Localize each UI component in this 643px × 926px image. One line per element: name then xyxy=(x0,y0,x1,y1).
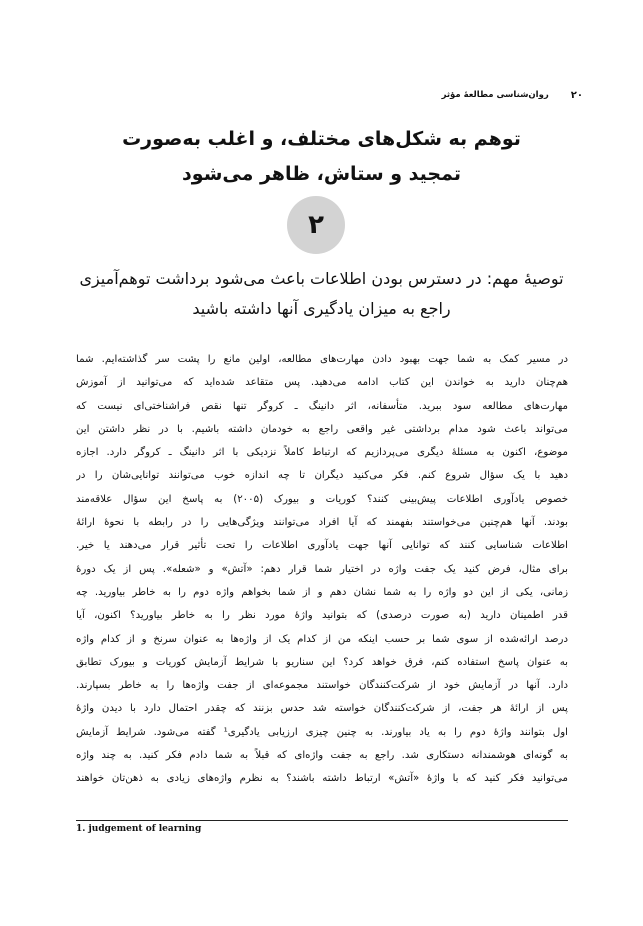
body-line: پس از ارائهٔ هر جفت، از شرکت‌کنندگان خواسته شد حدس بزنند که چقدر احتمال دارد با دیدن واژهٔ xyxy=(76,703,568,715)
footnote: 1. judgement of learning xyxy=(76,824,202,834)
body-text xyxy=(76,348,568,791)
body-line: می‌تواند باعث شود مدام برداشتی غیر واقعی راجع به خودمان داشته باشیم. با در نظر داشتن این xyxy=(76,423,568,435)
chapter-title-line-1: توهم به شکل‌های مختلف، و اغلب به‌صورت xyxy=(122,128,521,150)
page-number: ۲۰ xyxy=(570,89,583,101)
body-line: برای مثال، فرض کنید یک جفت واژه در اختیار شما قرار دهم: «آتش» و «شعله». پس از یک دورهٔ xyxy=(76,563,568,575)
body-line: به گونه‌ای هوشمندانه دستکاری شد. راجع به جفت واژه‌ای که قبلاً به شما دادم فکر کنید. به چند واژه xyxy=(76,750,568,762)
body-line: دارد. آنها در آزمایش خود از شرکت‌کنندگان خواستند مجموعه‌ای از جفت واژه‌ها را به خاطر بسپارند. xyxy=(76,680,568,692)
body-line: درصد ارائه‌شده از سوی شما بر حسب اینکه من از کدام یک از واژه‌ها به عنوان سرنخ و از کدام واژه xyxy=(76,633,568,645)
body-line: دهید با یک سؤال شروع کنم. فکر می‌کنید دیگران تا چه اندازه خوب می‌توانند توانایی‌شان را در xyxy=(76,470,568,482)
body-line: اول بتوانند واژهٔ دوم را به یاد بیاورند. به چنین چیزی ارزیابی یادگیری¹ گفته می‌شود. شرایط آزمایش xyxy=(76,726,568,738)
running-header xyxy=(60,86,583,104)
chapter-title-line-2: تمجید و ستاش، ظاهر می‌شود xyxy=(182,163,461,185)
body-line: خصوص یادآوری اطلاعات پیش‌بینی کنند؟ کوریات و بیورک (۲۰۰۵) به پاسخ این سؤال علاقه‌مند xyxy=(76,493,568,505)
body-line: بودند. آنها هم‌چنین می‌خواستند بفهمند که آیا افراد می‌توانند ویژگی‌هایی را در رابطه با نحوهٔ ارائهٔ xyxy=(76,517,568,529)
recommendation-line-2: راجع به میزان یادگیری آنها داشته باشید xyxy=(192,299,451,318)
chapter-title xyxy=(60,122,583,192)
body-line: به عنوان پاسخ استفاده کنم، فرق خواهد کرد؟ این سناریو با شرایط آزمایش کوریات و بیورک تطابق xyxy=(76,656,568,668)
body-line: هم‌چنان دارید به خواندن این کتاب ادامه می‌دهید. پس متقاعد شده‌اید که می‌توانید از آموزش xyxy=(76,377,568,389)
recommendation-heading xyxy=(60,264,583,324)
chapter-number-badge: ۲ xyxy=(287,196,345,254)
body-line: می‌توانید فکر کنید که با واژهٔ «آتش» ارتباط داشته باشند؟ به نظرم واژه‌های زیادی به ذهن‌تان خواهند xyxy=(76,773,568,785)
body-line: مهارت‌های مطالعه سود ببرید. متأسفانه، اثر دانینگ ـ کروگر تنها نقص فراشناختی‌ای نیست که xyxy=(76,400,568,412)
body-line: قدر اطمینان دارید (به صورت درصدی) که بتوانید واژهٔ مورد نظر را به خاطر بیاورید؟ اکنون، آیا xyxy=(76,610,568,622)
running-book-title: روان‌شناسی مطالعهٔ مؤثر xyxy=(441,90,549,100)
body-line: در مسیر کمک به شما جهت بهبود دادن مهارت‌های مطالعه، اولین مانع را پشت سر گذاشته‌ایم. شما xyxy=(76,354,568,365)
body-line: زمانی، یکی از این دو واژه را به شما نشان دهم و از شما بخواهم واژه دوم را به خاطر بیاورید. چه xyxy=(76,586,568,598)
footnote-divider xyxy=(76,820,568,821)
recommendation-line-1: توصیهٔ مهم: در دسترس بودن اطلاعات باعث می‌شود برداشت توهم‌آمیزی xyxy=(79,269,564,288)
body-line: اطلاعات شناسایی کنند که توانایی آنها جهت یادآوری اطلاعات را تحت تأثیر قرار می‌دهند یا خیر. xyxy=(76,540,568,552)
body-line: موضوع، اکنون به مسئلهٔ دیگری می‌پردازیم که ارتباط کاملاً نزدیکی با اثر دانینگ ـ کروگر دارد. اجازه xyxy=(76,447,568,459)
